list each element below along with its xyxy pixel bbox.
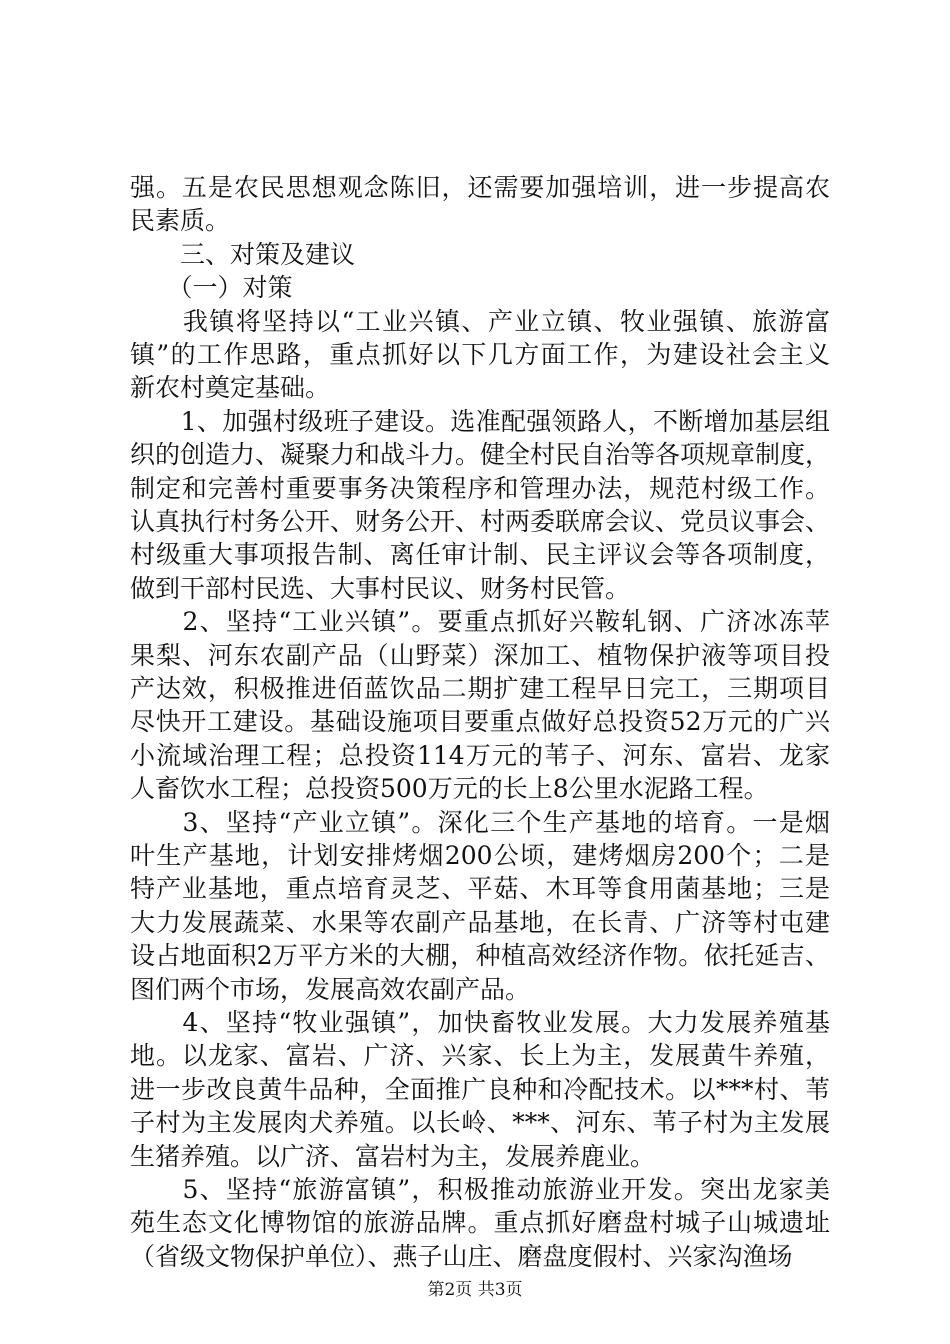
text-line: 进一步改良黄牛品种，全面推广良种和冷配技术。以***村、苇 bbox=[130, 1075, 830, 1104]
text-line: 人畜饮水工程；总投资500万元的长上8公里水泥路工程。 bbox=[130, 774, 769, 803]
text-line: 织的创造力、凝聚力和战斗力。健全村民自治等各项规章制度， bbox=[130, 440, 830, 469]
text-line: 2、坚持“工业兴镇”。要重点抓好兴鞍轧钢、广济冰冻苹 bbox=[130, 607, 830, 636]
text-line: （省级文物保护单位）、燕子山庄、磨盘度假村、兴家沟渔场 bbox=[130, 1242, 793, 1271]
text-line: 地。以龙家、富岩、广济、兴家、长上为主，发展黄牛养殖， bbox=[130, 1041, 830, 1070]
text-line: 叶生产基地，计划安排烤烟200公顷，建烤烟房200个；二是 bbox=[130, 841, 830, 870]
text-line: 民素质。 bbox=[130, 206, 231, 235]
text-line: 5、坚持“旅游富镇”，积极推动旅游业开发。突出龙家美 bbox=[130, 1175, 830, 1204]
page-footer: 第2页 共3页 bbox=[427, 1280, 523, 1300]
text-line: 三、对策及建议 bbox=[130, 240, 356, 269]
text-line: 认真执行村务公开、财务公开、村两委联席会议、党员议事会、 bbox=[130, 507, 830, 536]
text-line: 生猪养殖。以广济、富岩村为主，发展养鹿业。 bbox=[130, 1142, 656, 1171]
text-line: 村级重大事项报告制、离任审计制、民主评议会等各项制度， bbox=[130, 540, 830, 569]
text-line: 强。五是农民思想观念陈旧，还需要加强培训，进一步提高农 bbox=[130, 173, 830, 202]
text-line: 3、坚持“产业立镇”。深化三个生产基地的培育。一是烟 bbox=[130, 808, 830, 837]
text-line: 果梨、河东农副产品（山野菜）深加工、植物保护液等项目投 bbox=[130, 641, 830, 670]
text-line: 图们两个市场，发展高效农副产品。 bbox=[130, 975, 531, 1004]
text-line: 特产业基地，重点培育灵芝、平菇、木耳等食用菌基地；三是 bbox=[130, 874, 830, 903]
text-line: 子村为主发展肉犬养殖。以长岭、***、河东、苇子村为主发展 bbox=[130, 1108, 830, 1137]
text-line: 镇”的工作思路，重点抓好以下几方面工作，为建设社会主义 bbox=[130, 340, 830, 369]
text-line: 1、加强村级班子建设。选准配强领路人，不断增加基层组 bbox=[130, 407, 830, 436]
text-line: 做到干部村民选、大事村民议、财务村民管。 bbox=[130, 574, 631, 603]
text-line: 大力发展蔬菜、水果等农副产品基地，在长青、广济等村屯建 bbox=[130, 908, 830, 937]
text-line: 苑生态文化博物馆的旅游品牌。重点抓好磨盘村城子山城遗址 bbox=[130, 1208, 830, 1237]
text-line: 设占地面积2万平方米的大棚，种植高效经济作物。依托延吉、 bbox=[130, 941, 830, 970]
text-line: 小流域治理工程；总投资114万元的苇子、河东、富岩、龙家 bbox=[130, 741, 830, 770]
text-line: 产达效，积极推进佰蓝饮品二期扩建工程早日完工，三期项目 bbox=[130, 674, 830, 703]
text-line: 新农村奠定基础。 bbox=[130, 373, 331, 402]
text-line: 制定和完善村重要事务决策程序和管理办法，规范村级工作。 bbox=[130, 474, 830, 503]
text-line: 尽快开工建设。基础设施项目要重点做好总投资52万元的广兴 bbox=[130, 707, 830, 736]
text-line: 我镇将坚持以“工业兴镇、产业立镇、牧业强镇、旅游富 bbox=[130, 307, 830, 336]
text-line: 4、坚持“牧业强镇”，加快畜牧业发展。大力发展养殖基 bbox=[130, 1008, 830, 1037]
text-line: （一）对策 bbox=[130, 273, 293, 302]
